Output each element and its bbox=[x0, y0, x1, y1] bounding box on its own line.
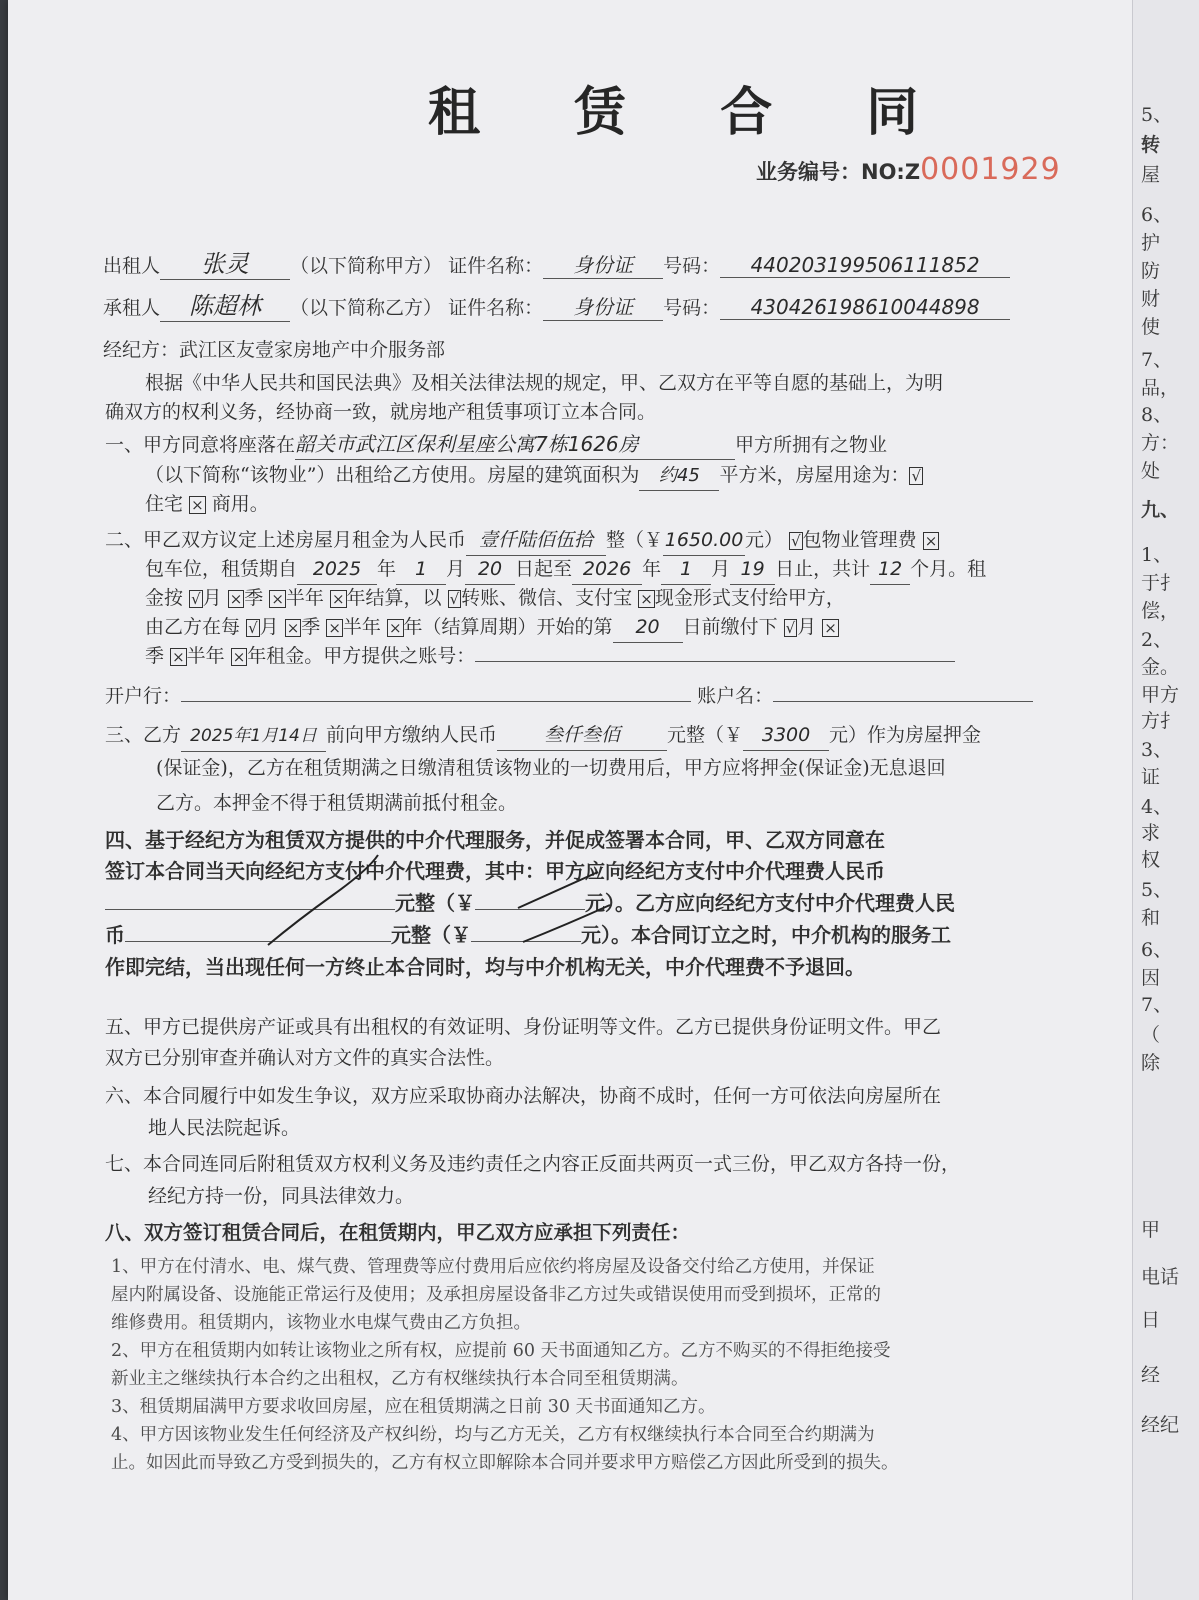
back-text: 使 bbox=[1141, 316, 1161, 338]
lessor-id-no: 440203199506111852 bbox=[720, 253, 1010, 278]
checkbox-include-mgmt: √ bbox=[791, 532, 801, 550]
clause4-text-d: 元整（￥ bbox=[391, 923, 471, 947]
clause2-text-c: 元） bbox=[745, 529, 784, 551]
clause7-line2: 经纪方持一份，同具法律效力。 bbox=[148, 1185, 415, 1207]
back-text: 3、 bbox=[1141, 739, 1173, 761]
clause2-text-aa: 年租金。甲方提供之账号： bbox=[247, 645, 476, 667]
checkbox-next-year: × bbox=[232, 648, 246, 666]
checkbox-next-quarter: × bbox=[824, 619, 837, 637]
back-text: 5、 bbox=[1141, 879, 1173, 901]
clause2-line5 bbox=[145, 642, 955, 671]
document-title: 租 赁 合 同 bbox=[428, 83, 957, 143]
back-text: 财 bbox=[1141, 288, 1161, 310]
clause1-text-e: 住宅 bbox=[145, 493, 184, 515]
back-text: 6、 bbox=[1141, 939, 1173, 961]
clause2-line4 bbox=[145, 613, 839, 643]
building-area: 约45 bbox=[639, 461, 719, 491]
checkbox-next-month: √ bbox=[785, 619, 796, 637]
checkbox-next-halfyear: × bbox=[172, 648, 185, 666]
lessor-row bbox=[103, 244, 1010, 280]
business-number bbox=[756, 152, 1061, 187]
pay-day: 20 bbox=[613, 613, 683, 643]
clause2-text-w: 日前缴付下 bbox=[682, 616, 778, 638]
clause8-item-line: 3、租赁期届满甲方要求收回房屋，应在租赁期满之日前 30 天书面通知乙方。 bbox=[111, 1397, 716, 1417]
bank-label: 开户行： bbox=[105, 685, 182, 707]
checkbox-cycle-halfyear: × bbox=[328, 619, 341, 637]
clause4-text-c: 币 bbox=[105, 923, 125, 947]
clause3-text-a: 三、乙方 bbox=[105, 724, 182, 746]
back-text: 除 bbox=[1141, 1052, 1161, 1074]
clause1-text-f: 商用。 bbox=[211, 493, 269, 515]
back-text: 于扌 bbox=[1141, 572, 1180, 594]
clause4-text-b: 元）。乙方应向经纪方支付中介代理费人民 bbox=[585, 891, 955, 915]
clause2-text-l: 月 bbox=[202, 587, 222, 609]
clause2-text-m: 季 bbox=[244, 587, 264, 609]
lessee-name: 陈超林 bbox=[160, 286, 290, 322]
back-text: 转 bbox=[1141, 134, 1161, 156]
account-name-blank bbox=[773, 701, 1033, 702]
clause3-line2: (保证金)，乙方在租赁期满之日缴清租赁该物业的一切费用后，甲方应将押金(保证金)无息退回 bbox=[156, 757, 946, 779]
lessee-abbr: （以下简称乙方） bbox=[290, 297, 443, 319]
clause2-text-g: 月 bbox=[446, 558, 466, 580]
back-text: 权 bbox=[1141, 849, 1161, 871]
deposit-amount: 3300 bbox=[743, 721, 829, 751]
checkbox-include-parking: × bbox=[924, 532, 938, 550]
clause2-text-g2: 月 bbox=[711, 558, 731, 580]
preamble-line-2: 确双方的权利义务，经协商一致，就房地产租赁事项订立本合同。 bbox=[105, 401, 657, 423]
back-text: 屋 bbox=[1141, 164, 1161, 186]
lessee-id-type: 身份证 bbox=[543, 291, 663, 321]
checkbox-settle-quarter: × bbox=[229, 590, 243, 608]
lessor-id-no-label: 号码： bbox=[663, 255, 721, 277]
clause2-text-b: 整（￥ bbox=[606, 529, 664, 551]
back-text: 7、 bbox=[1141, 994, 1173, 1016]
clause2-text-s: 月 bbox=[259, 616, 279, 638]
back-text: 日 bbox=[1141, 1309, 1161, 1331]
back-text: 九、 bbox=[1141, 499, 1180, 521]
rent-amount-words: 壹仟陆佰伍拾 bbox=[466, 526, 606, 556]
back-text: 甲 bbox=[1141, 1219, 1161, 1241]
back-text: 处 bbox=[1141, 460, 1161, 482]
checkbox-commercial: × bbox=[191, 496, 204, 514]
back-text: 证 bbox=[1141, 766, 1161, 788]
clause2-text-y: 季 bbox=[145, 645, 165, 667]
lessor-id-type-label: 证件名称： bbox=[448, 255, 544, 277]
lessee-id-no-label: 号码： bbox=[663, 297, 721, 319]
clause2-text-t: 季 bbox=[301, 616, 321, 638]
business-number-value: 0001929 bbox=[920, 152, 1061, 187]
lease-start-year: 2025 bbox=[297, 555, 377, 585]
agent-line: 经纪方：武江区友壹家房地产中介服务部 bbox=[103, 339, 446, 361]
back-text: 经纪 bbox=[1141, 1414, 1180, 1436]
lessee-id-no: 430426198610044898 bbox=[720, 295, 1010, 320]
clause3-line3: 乙方。本押金不得于租赁期满前抵付租金。 bbox=[156, 792, 518, 814]
clause2-text-k: 金按 bbox=[145, 587, 184, 609]
clause4-text-a: 元整（￥ bbox=[395, 891, 475, 915]
clause8-item-line: 屋内附属设备、设施能正常运行及使用；及承担房屋设备非乙方过失或错误使用而受到损坏，正常的 bbox=[111, 1285, 881, 1305]
clause2-text-n: 半年 bbox=[285, 587, 324, 609]
clause4-text-e: 元）。本合同订立之时，中介机构的服务工 bbox=[581, 923, 951, 947]
bank-blank bbox=[181, 701, 691, 702]
contract-page bbox=[8, 0, 1144, 1600]
clause4-line1: 四、基于经纪方为租赁双方提供的中介代理服务，并促成签署本合同，甲、乙双方同意在 bbox=[105, 828, 885, 852]
checkbox-settle-halfyear: × bbox=[271, 590, 284, 608]
back-text: 甲方 bbox=[1141, 684, 1180, 706]
bank-row bbox=[105, 682, 1033, 711]
back-text: 2、 bbox=[1141, 629, 1173, 651]
clause1-text-c: （以下简称“该物业”）出租给乙方使用。房屋的建筑面积为 bbox=[145, 464, 640, 486]
clause8-item-line: 4、甲方因该物业发生任何经济及产权纠纷，均与乙方无关，乙方有权继续执行本合同至合约期满为 bbox=[111, 1425, 875, 1445]
clause1-text-a: 一、甲方同意将座落在 bbox=[105, 434, 296, 456]
back-text: 和 bbox=[1141, 907, 1161, 929]
lessor-id-type: 身份证 bbox=[543, 249, 663, 279]
clause8-item-line: 止。如因此而导致乙方受到损失的，乙方有权立即解除本合同并要求甲方赔偿乙方因此所受到的损失。 bbox=[111, 1453, 899, 1473]
checkbox-settle-year: × bbox=[331, 590, 345, 608]
back-text: 电话 bbox=[1141, 1266, 1180, 1288]
lessor-abbr: （以下简称甲方） bbox=[290, 255, 443, 277]
checkbox-pay-cash: × bbox=[640, 590, 653, 608]
back-text: 方扌 bbox=[1141, 710, 1180, 732]
back-text: 经 bbox=[1141, 1364, 1161, 1386]
clause2-line2 bbox=[145, 555, 986, 585]
lease-end-year: 2026 bbox=[572, 555, 642, 585]
back-text: 品， bbox=[1141, 377, 1180, 399]
deposit-date: 2025年1月14日 bbox=[181, 722, 326, 752]
clause2-line1 bbox=[105, 526, 939, 556]
clause5-line1: 五、甲方已提供房产证或具有出租权的有效证明、身份证明等文件。乙方已提供身份证明文件。甲乙 bbox=[105, 1016, 942, 1038]
back-text: 求 bbox=[1141, 822, 1161, 844]
rent-amount: 1650.00 bbox=[663, 526, 745, 556]
lessee-label: 承租人 bbox=[103, 297, 161, 319]
back-text: 4、 bbox=[1141, 796, 1173, 818]
clause2-text-a: 二、甲乙双方议定上述房屋月租金为人民币 bbox=[105, 529, 467, 551]
back-text: （ bbox=[1141, 1024, 1161, 1046]
deposit-amount-words: 叁仟叁佰 bbox=[497, 721, 667, 751]
clause6-line1: 六、本合同履行中如发生争议，双方应采取协商办法解决，协商不成时，任何一方可依法向房屋所在 bbox=[105, 1085, 942, 1107]
clause2-text-f2: 年 bbox=[642, 558, 662, 580]
next-page-edge bbox=[1132, 0, 1199, 1600]
clause1-line3 bbox=[145, 490, 269, 519]
clause8-item-line: 2、甲方在租赁期内如转让该物业之所有权，应提前 60 天书面通知乙方。乙方不购买的不得拒绝接受 bbox=[111, 1341, 891, 1361]
clause2-text-q: 现金形式支付给甲方， bbox=[654, 587, 845, 609]
clause2-text-z: 半年 bbox=[186, 645, 225, 667]
lease-end-month: 1 bbox=[661, 555, 711, 585]
clause8-item-line: 1、甲方在付清水、电、煤气费、管理费等应付费用后应依约将房屋及设备交付给乙方使用，并保证 bbox=[111, 1257, 875, 1277]
clause2-text-i: 日止，共计 bbox=[775, 558, 871, 580]
back-text: 护 bbox=[1141, 232, 1161, 254]
back-text: 金。 bbox=[1141, 656, 1180, 678]
clause2-text-h: 日起至 bbox=[515, 558, 573, 580]
checkbox-cycle-month: √ bbox=[248, 619, 258, 637]
clause8-item-line: 维修费用。租赁期内，该物业水电煤气费由乙方负担。 bbox=[111, 1313, 531, 1333]
clause2-text-o: 年结算，以 bbox=[346, 587, 442, 609]
business-number-label: 业务编号：NO:Z bbox=[756, 160, 921, 184]
back-text: 因 bbox=[1141, 967, 1161, 989]
account-name-label: 账户名： bbox=[697, 685, 774, 707]
clause2-text-r: 由乙方在每 bbox=[145, 616, 241, 638]
clause8-title: 八、双方签订租赁合同后，在租赁期内，甲乙双方应承担下列责任： bbox=[105, 1221, 691, 1244]
back-text: 1、 bbox=[1141, 544, 1173, 566]
clause3-line1 bbox=[105, 721, 981, 752]
clause6-line2: 地人民法院起诉。 bbox=[148, 1117, 301, 1139]
clause1-text-b: 甲方所拥有之物业 bbox=[735, 434, 888, 456]
clause3-text-b: 前向甲方缴纳人民币 bbox=[326, 724, 498, 746]
lessee-row bbox=[103, 286, 1010, 322]
preamble-line-1: 根据《中华人民共和国民法典》及相关法律法规的规定，甲、乙双方在平等自愿的基础上，为明 bbox=[145, 372, 944, 394]
lessor-label: 出租人 bbox=[103, 255, 161, 277]
clause2-text-p: 转账、微信、支付宝 bbox=[461, 587, 633, 609]
clause2-text-x: 月 bbox=[797, 616, 817, 638]
lease-start-day: 20 bbox=[465, 555, 515, 585]
clause4-line5: 作即完结，当出现任何一方终止本合同时，均与中介机构无关，中介代理费不予退回。 bbox=[105, 955, 865, 979]
clause2-text-j: 个月。租 bbox=[910, 558, 987, 580]
checkbox-cycle-quarter: × bbox=[286, 619, 300, 637]
clause2-text-u: 半年 bbox=[342, 616, 381, 638]
back-text: 6、 bbox=[1141, 204, 1173, 226]
account-number-blank bbox=[475, 661, 955, 662]
clause2-text-v: 年（结算周期）开始的第 bbox=[403, 616, 613, 638]
back-text: 7、 bbox=[1141, 349, 1173, 371]
clause7-line1: 七、本合同连同后附租赁双方权利义务及违约责任之内容正反面共两页一式三份，甲乙双方各持一份， bbox=[105, 1153, 961, 1175]
lessee-id-type-label: 证件名称： bbox=[448, 297, 544, 319]
back-text: 方： bbox=[1141, 432, 1180, 454]
checkbox-residential-top: √ bbox=[911, 467, 922, 485]
clause2-text-f: 年 bbox=[377, 558, 397, 580]
clause2-text-e: 包车位，租赁期自 bbox=[145, 558, 298, 580]
property-address: 韶关市武江区保利星座公寓7栋1626房 bbox=[295, 430, 735, 460]
strike-through-marks bbox=[238, 850, 658, 960]
clause3-text-c: 元整（￥ bbox=[667, 724, 744, 746]
back-text: 8、 bbox=[1141, 404, 1173, 426]
clause2-text-d: 包物业管理费 bbox=[802, 529, 917, 551]
lease-end-day: 19 bbox=[730, 555, 775, 585]
clause8-item-line: 新业主之继续执行本合约之出租权，乙方有权继续执行本合同至租赁期满。 bbox=[111, 1369, 689, 1389]
checkbox-settle-month: √ bbox=[191, 590, 201, 608]
checkbox-cycle-year: × bbox=[388, 619, 402, 637]
clause2-line3 bbox=[145, 584, 845, 613]
lease-start-month: 1 bbox=[396, 555, 446, 585]
clause5-line2: 双方已分别审查并确认对方文件的真实合法性。 bbox=[105, 1047, 505, 1069]
lease-months: 12 bbox=[870, 555, 910, 585]
back-text: 防 bbox=[1141, 260, 1161, 282]
back-text: 5、 bbox=[1141, 104, 1173, 126]
clause4-line2: 签订本合同当天向经纪方支付中介代理费，其中：甲方应向经纪方支付中介代理费人民币 bbox=[105, 859, 885, 883]
clause1-text-d: 平方米，房屋用途为： bbox=[719, 464, 910, 486]
clause1-line1 bbox=[105, 430, 887, 460]
checkbox-pay-transfer: √ bbox=[449, 590, 460, 608]
lessor-name: 张灵 bbox=[160, 244, 290, 280]
clause1-line2 bbox=[145, 461, 923, 491]
back-text: 偿， bbox=[1141, 600, 1180, 622]
clause3-text-d: 元）作为房屋押金 bbox=[829, 724, 982, 746]
